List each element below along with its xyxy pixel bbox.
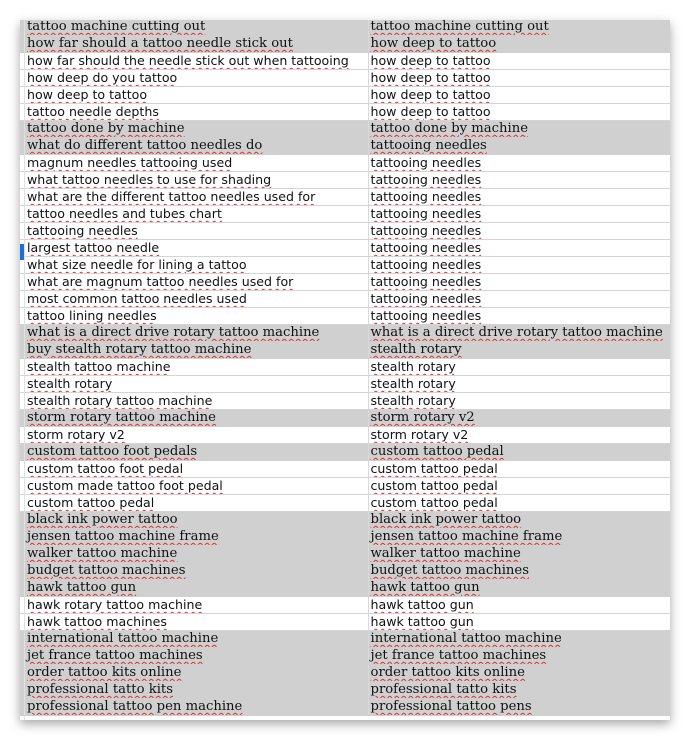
keyword-text: professional tatto kits: [27, 682, 173, 697]
table-row[interactable]: [20, 614, 670, 631]
keyword-text: how deep do you tattoo: [27, 70, 178, 85]
table-row[interactable]: [20, 597, 670, 614]
keyword-text: order tattoo kits online: [27, 665, 182, 680]
keyword-cell[interactable]: [20, 376, 368, 393]
keyword-text: custom tattoo foot pedal: [27, 461, 184, 476]
keyword-text: tattoo lining needles: [27, 308, 157, 323]
keyword-text: tattoo needle depths: [27, 104, 159, 119]
group-text: jet france tattoo machines: [370, 648, 547, 663]
group-text: tattooing needles: [370, 257, 482, 272]
group-cell[interactable]: [368, 529, 670, 546]
keyword-table: [20, 20, 670, 716]
keyword-cell[interactable]: [20, 580, 368, 597]
group-text: hawk tattoo gun: [370, 580, 480, 595]
group-cell[interactable]: [368, 53, 670, 70]
group-cell[interactable]: [368, 342, 670, 359]
group-text: walker tattoo machine: [370, 546, 521, 561]
table-row[interactable]: [20, 36, 670, 53]
table-row[interactable]: [20, 189, 670, 206]
group-cell[interactable]: [368, 20, 670, 36]
group-cell[interactable]: [368, 699, 670, 716]
keyword-text: what is a direct drive rotary tattoo machine: [27, 325, 320, 340]
table-row[interactable]: [20, 427, 670, 444]
group-cell[interactable]: [368, 325, 670, 342]
keyword-text: international tattoo machine: [27, 631, 219, 646]
keyword-text: jet france tattoo machines: [27, 648, 203, 663]
table-row[interactable]: [20, 580, 670, 597]
keyword-cell[interactable]: [20, 665, 368, 682]
group-text: how deep to tattoo: [370, 53, 491, 68]
group-cell[interactable]: [368, 189, 670, 206]
group-cell[interactable]: [368, 87, 670, 104]
keyword-cell[interactable]: [20, 597, 368, 614]
keyword-text: tattoo done by machine: [27, 121, 185, 136]
group-cell[interactable]: [368, 427, 670, 444]
group-cell[interactable]: [368, 138, 670, 155]
table-row[interactable]: [20, 291, 670, 308]
keyword-cell[interactable]: [20, 240, 368, 257]
keyword-text: how far should a tattoo needle stick out: [27, 36, 293, 51]
keyword-text: custom tattoo pedal: [27, 495, 155, 510]
group-text: tattooing needles: [370, 206, 482, 221]
group-cell[interactable]: [368, 410, 670, 427]
table-row[interactable]: [20, 87, 670, 104]
keyword-cell[interactable]: [20, 121, 368, 138]
group-text: tattooing needles: [370, 172, 482, 187]
table-row[interactable]: [20, 155, 670, 172]
keyword-cell[interactable]: [20, 257, 368, 274]
group-text: how deep to tattoo: [370, 70, 491, 85]
table-row[interactable]: [20, 121, 670, 138]
group-cell[interactable]: [368, 444, 670, 461]
keyword-text: hawk rotary tattoo machine: [27, 597, 203, 612]
group-text: how deep to tattoo: [370, 104, 491, 119]
keyword-text: stealth rotary tattoo machine: [27, 393, 213, 408]
group-text: budget tattoo machines: [370, 563, 529, 578]
group-cell[interactable]: [368, 512, 670, 529]
keyword-cell[interactable]: [20, 699, 368, 716]
group-cell[interactable]: [368, 631, 670, 648]
group-cell[interactable]: [368, 665, 670, 682]
group-text: tattooing needles: [370, 138, 487, 153]
table-row[interactable]: [20, 206, 670, 223]
table-row[interactable]: [20, 325, 670, 342]
keyword-text: custom made tattoo foot pedal: [27, 478, 223, 493]
group-cell[interactable]: [368, 70, 670, 87]
group-text: custom tattoo pedal: [370, 461, 498, 476]
keyword-cell[interactable]: [20, 614, 368, 631]
table-row[interactable]: [20, 546, 670, 563]
group-text: storm rotary v2: [370, 427, 469, 442]
table-row[interactable]: [20, 699, 670, 716]
keyword-cell[interactable]: [20, 325, 368, 342]
table-row[interactable]: [20, 410, 670, 427]
group-cell[interactable]: [368, 393, 670, 410]
keyword-text: hawk tattoo gun: [27, 580, 137, 595]
group-text: order tattoo kits online: [370, 665, 525, 680]
group-text: tattoo machine cutting out: [370, 20, 549, 34]
table-row[interactable]: [20, 563, 670, 580]
group-cell[interactable]: [368, 495, 670, 512]
group-text: storm rotary v2: [370, 410, 475, 425]
group-cell[interactable]: [368, 682, 670, 699]
group-cell[interactable]: [368, 36, 670, 53]
keyword-text: how far should the needle stick out when tattooing: [27, 53, 349, 68]
keyword-text: budget tattoo machines: [27, 563, 186, 578]
keyword-cell[interactable]: [20, 53, 368, 70]
group-text: custom tattoo pedal: [370, 495, 498, 510]
table-row[interactable]: [20, 529, 670, 546]
table-row[interactable]: [20, 376, 670, 393]
keyword-text: magnum needles tattooing used: [27, 155, 233, 170]
table-row[interactable]: [20, 257, 670, 274]
group-cell[interactable]: [368, 291, 670, 308]
table-row[interactable]: [20, 70, 670, 87]
keyword-cell[interactable]: [20, 546, 368, 563]
group-text: international tattoo machine: [370, 631, 562, 646]
group-cell[interactable]: [368, 155, 670, 172]
group-text: custom tattoo pedal: [370, 444, 504, 459]
group-text: tattooing needles: [370, 223, 482, 238]
document-page: [20, 20, 670, 720]
keyword-cell[interactable]: [20, 648, 368, 665]
keyword-cell[interactable]: [20, 563, 368, 580]
group-text: professional tattoo pens: [370, 699, 532, 714]
table-row[interactable]: [20, 274, 670, 291]
left-gutter: [20, 20, 25, 720]
group-text: stealth rotary: [370, 342, 462, 357]
keyword-text: how deep to tattoo: [27, 87, 148, 102]
table-row[interactable]: [20, 308, 670, 325]
keyword-cell[interactable]: [20, 155, 368, 172]
table-row[interactable]: [20, 648, 670, 665]
group-text: hawk tattoo gun: [370, 597, 474, 612]
keyword-cell[interactable]: [20, 138, 368, 155]
keyword-text: professional tattoo pen machine: [27, 699, 243, 714]
keyword-text: what are the different tattoo needles used for: [27, 189, 316, 204]
table-row[interactable]: [20, 53, 670, 70]
group-text: tattooing needles: [370, 240, 482, 255]
group-text: what is a direct drive rotary tattoo machine: [370, 325, 663, 340]
group-cell[interactable]: [368, 376, 670, 393]
keyword-text: largest tattoo needle: [27, 240, 160, 255]
group-cell[interactable]: [368, 580, 670, 597]
table-row[interactable]: [20, 172, 670, 189]
group-cell[interactable]: [368, 563, 670, 580]
table-row[interactable]: [20, 461, 670, 478]
keyword-cell[interactable]: [20, 274, 368, 291]
keyword-text: stealth tattoo machine: [27, 359, 171, 374]
keyword-cell[interactable]: [20, 223, 368, 240]
table-row[interactable]: [20, 138, 670, 155]
group-text: stealth rotary: [370, 359, 456, 374]
keyword-cell[interactable]: [20, 104, 368, 121]
group-text: professional tatto kits: [370, 682, 517, 697]
keyword-cell[interactable]: [20, 359, 368, 376]
keyword-cell[interactable]: [20, 87, 368, 104]
keyword-cell[interactable]: [20, 206, 368, 223]
group-text: custom tattoo pedal: [370, 478, 498, 493]
table-row[interactable]: [20, 495, 670, 512]
keyword-text: buy stealth rotary tattoo machine: [27, 342, 252, 357]
table-row[interactable]: [20, 444, 670, 461]
table-body: [20, 20, 670, 716]
keyword-cell[interactable]: [20, 410, 368, 427]
keyword-text: stealth rotary: [27, 376, 113, 391]
group-text: tattooing needles: [370, 291, 482, 306]
keyword-cell[interactable]: [20, 70, 368, 87]
keyword-cell[interactable]: [20, 291, 368, 308]
group-cell[interactable]: [368, 308, 670, 325]
group-cell[interactable]: [368, 240, 670, 257]
group-cell[interactable]: [368, 121, 670, 138]
keyword-cell[interactable]: [20, 512, 368, 529]
group-text: tattoo done by machine: [370, 121, 529, 136]
table-row[interactable]: [20, 393, 670, 410]
group-cell[interactable]: [368, 172, 670, 189]
keyword-cell[interactable]: [20, 478, 368, 495]
group-text: tattooing needles: [370, 308, 482, 323]
keyword-cell[interactable]: [20, 342, 368, 359]
table-row[interactable]: [20, 342, 670, 359]
table-row[interactable]: [20, 240, 670, 257]
table-row[interactable]: [20, 665, 670, 682]
keyword-cell[interactable]: [20, 172, 368, 189]
keyword-cell[interactable]: [20, 529, 368, 546]
keyword-cell[interactable]: [20, 36, 368, 53]
group-cell[interactable]: [368, 223, 670, 240]
group-text: how deep to tattoo: [370, 87, 491, 102]
keyword-text: storm rotary v2: [27, 427, 125, 442]
group-cell[interactable]: [368, 478, 670, 495]
keyword-text: tattoo needles and tubes chart: [27, 206, 222, 221]
keyword-text: what tattoo needles to use for shading: [27, 172, 272, 187]
table-row[interactable]: [20, 104, 670, 121]
keyword-text: what size needle for lining a tattoo: [27, 257, 247, 272]
keyword-cell[interactable]: [20, 308, 368, 325]
group-text: hawk tattoo gun: [370, 614, 474, 629]
group-cell[interactable]: [368, 359, 670, 376]
table-row[interactable]: [20, 20, 670, 36]
keyword-cell[interactable]: [20, 682, 368, 699]
keyword-text: what are magnum tattoo needles used for: [27, 274, 294, 289]
group-cell[interactable]: [368, 597, 670, 614]
keyword-cell[interactable]: [20, 444, 368, 461]
group-text: stealth rotary: [370, 376, 456, 391]
table-row[interactable]: [20, 359, 670, 376]
group-text: tattooing needles: [370, 274, 482, 289]
group-cell[interactable]: [368, 206, 670, 223]
table-row[interactable]: [20, 631, 670, 648]
table-row[interactable]: [20, 478, 670, 495]
group-text: tattooing needles: [370, 155, 482, 170]
keyword-text: walker tattoo machine: [27, 546, 178, 561]
group-text: tattooing needles: [370, 189, 482, 204]
keyword-text: most common tattoo needles used: [27, 291, 247, 306]
table-row[interactable]: [20, 512, 670, 529]
group-cell[interactable]: [368, 104, 670, 121]
keyword-cell[interactable]: [20, 20, 368, 36]
keyword-text: tattooing needles: [27, 223, 138, 238]
keyword-text: custom tattoo foot pedals: [27, 444, 198, 459]
keyword-text: storm rotary tattoo machine: [27, 410, 216, 425]
keyword-cell[interactable]: [20, 495, 368, 512]
group-cell[interactable]: [368, 461, 670, 478]
keyword-text: hawk tattoo machines: [27, 614, 167, 629]
group-text: jensen tattoo machine frame: [370, 529, 563, 544]
table-row[interactable]: [20, 223, 670, 240]
group-text: stealth rotary: [370, 393, 456, 408]
keyword-cell[interactable]: [20, 631, 368, 648]
cursor-row-marker: [20, 244, 24, 260]
group-cell[interactable]: [368, 648, 670, 665]
group-cell[interactable]: [368, 257, 670, 274]
table-row[interactable]: [20, 682, 670, 699]
keyword-cell[interactable]: [20, 427, 368, 444]
keyword-text: what do different tattoo needles do: [27, 138, 263, 153]
group-cell[interactable]: [368, 614, 670, 631]
keyword-text: black ink power tattoo: [27, 512, 178, 527]
keyword-cell[interactable]: [20, 189, 368, 206]
keyword-cell[interactable]: [20, 461, 368, 478]
keyword-text: jensen tattoo machine frame: [27, 529, 219, 544]
group-cell[interactable]: [368, 274, 670, 291]
group-text: black ink power tattoo: [370, 512, 522, 527]
group-text: how deep to tattoo: [370, 36, 497, 51]
keyword-cell[interactable]: [20, 393, 368, 410]
keyword-text: tattoo machine cutting out: [27, 20, 206, 34]
group-cell[interactable]: [368, 546, 670, 563]
